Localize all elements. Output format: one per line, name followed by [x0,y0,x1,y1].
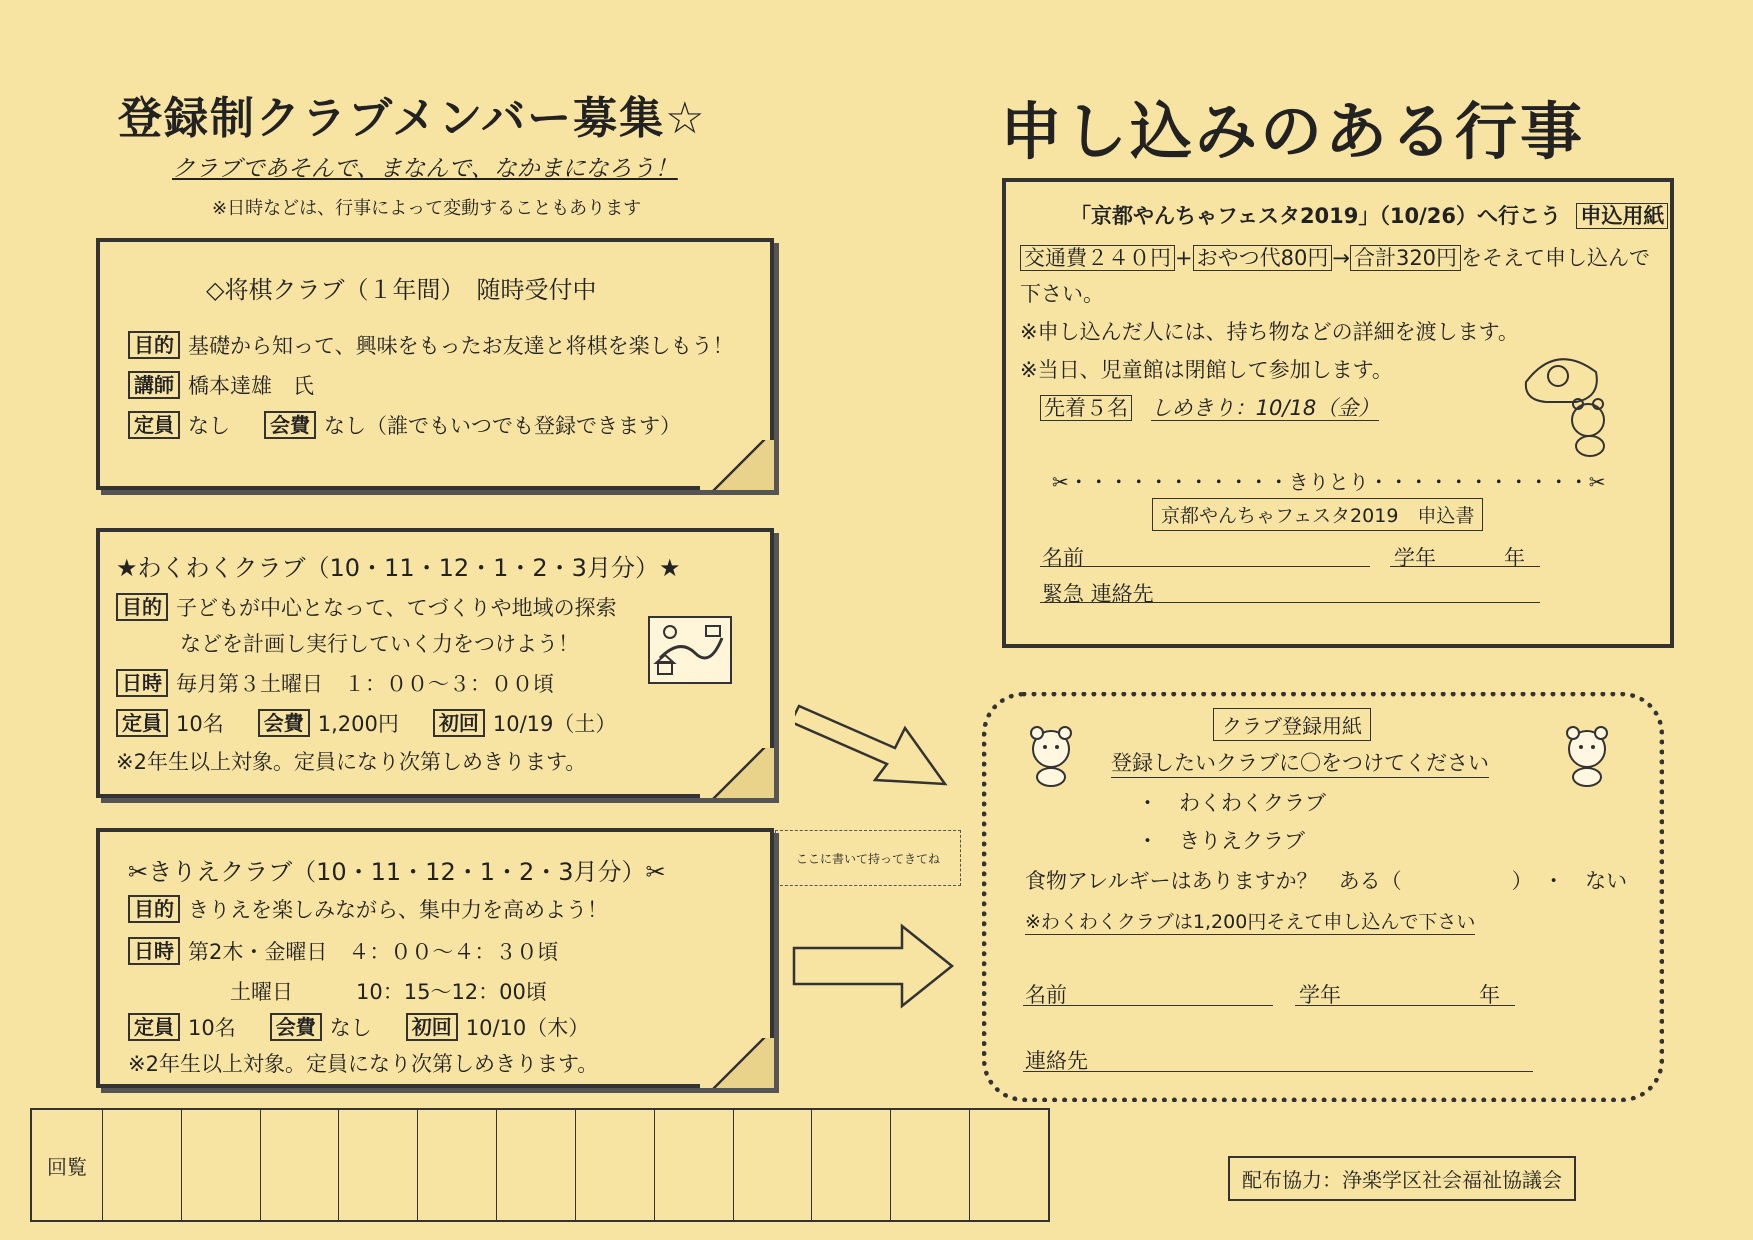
circulation-table [30,1108,1050,1222]
circulation-cell [576,1110,655,1220]
bear-icon [1547,709,1627,789]
festa-grade-field[interactable] [1390,566,1540,567]
kirie-club-title: ✂きりえクラブ（10・11・12・1・2・3月分）✂ [128,858,666,886]
bring-note-box [775,830,961,886]
bring-note: ここに書いて持ってきてね [795,851,940,866]
kirie-capacity-row [128,1012,589,1042]
kirie-note-row [128,1048,598,1078]
purpose-tag: 目的 [128,331,180,359]
teacher-tag: 講師 [128,371,180,399]
festa-form-title: 京都やんちゃフェスタ2019 申込書 [1152,498,1483,531]
bear-mushroom-illustration-icon [1516,342,1626,462]
purpose-tag: 目的 [128,895,180,923]
festa-deadline-row [1040,392,1379,422]
register-instruction: 登録したいクラブに〇をつけてください [1111,747,1489,778]
circulation-cell [182,1110,261,1220]
register-option-wakuwaku[interactable]: ・ わくわくクラブ [1137,791,1326,815]
capacity-tag: 定員 [128,1013,180,1041]
transport-fee: 交通費２４０円 [1020,245,1175,271]
festa-contact-label: 緊急 連絡先 [1042,582,1154,606]
wakuwaku-note: ※2年生以上対象。定員になり次第しめきります。 [116,750,587,774]
allergy-close: ） ・ ない [1511,869,1628,893]
page-curl [700,748,774,798]
page-curl [700,440,774,490]
first-session-tag: 初回 [406,1013,458,1041]
snack-fee: おやつ代80円 [1193,245,1333,271]
register-option-kirie[interactable]: ・ きりえクラブ [1137,829,1305,853]
register-contact-label: 連絡先 [1025,1049,1088,1073]
shogi-club-title: ◇将棋クラブ（１年間） 随時受付中 [206,276,597,304]
shogi-teacher: 橋本達雄 氏 [188,374,314,398]
festa-fee-row [1020,242,1650,272]
schedule-note: ※日時などは、行事によって変動することもあります [212,198,642,219]
kirie-capacity: 10名 [188,1016,236,1040]
shogi-capacity: なし [188,414,230,438]
wakuwaku-date: 毎月第３土曜日 １：００～３：００頃 [176,672,554,696]
register-name-field[interactable] [1023,1005,1273,1006]
arrow-right-icon [795,672,955,792]
wakuwaku-fee: 1,200円 [317,712,399,736]
kirie-note: ※2年生以上対象。定員になり次第しめきります。 [128,1052,599,1076]
shogi-fee: なし（誰でもいつでも登録できます） [324,414,681,438]
festa-name-label: 名前 [1042,546,1084,570]
wakuwaku-date-row [116,668,554,698]
wakuwaku-note-row [116,746,586,776]
circulation-cell [734,1110,813,1220]
register-contact-field[interactable] [1023,1071,1533,1072]
kirie-date-row [128,936,558,966]
kirie-date-row-2 [230,976,547,1006]
register-grade-field[interactable] [1295,1005,1515,1006]
shogi-purpose-row [128,330,734,360]
kirie-first-session: 10/10（木） [465,1016,590,1040]
club-heading: 登録制クラブメンバー募集☆ [118,93,707,144]
allergy-question-row [1025,865,1627,895]
map-icon [648,616,732,684]
circulation-cell [339,1110,418,1220]
wakuwaku-purpose-2: などを計画し実行していく力をつけよう！ [180,632,579,656]
circulation-cell [891,1110,970,1220]
kirie-fee: なし [329,1016,372,1040]
festa-note-1: ※申し込んだ人には、持ち物などの詳細を渡します。 [1020,320,1519,344]
circulation-cell [497,1110,576,1220]
festa-contact-field[interactable] [1040,602,1540,603]
wakuwaku-club-title: ★わくわくクラブ（10・11・12・1・2・3月分）★ [116,554,681,582]
capacity-tag: 定員 [116,709,168,737]
kirie-date-1: 第2木・金曜日 ４：００～４：３０頃 [188,940,559,964]
register-grade-unit: 年 [1479,983,1500,1007]
purpose-tag: 目的 [116,593,168,621]
events-heading: 申し込みのある行事 [1000,95,1586,168]
club-registration-form [982,692,1664,1102]
circulation-cell [261,1110,340,1220]
date-tag: 日時 [128,937,180,965]
circulation-cell [418,1110,497,1220]
kirie-club-card [96,828,774,1088]
shogi-club-card [96,238,774,490]
date-tag: 日時 [116,669,168,697]
arrow-right-icon [790,922,960,1012]
plus-sign: + [1175,246,1193,270]
circulation-cell [970,1110,1048,1220]
arrow-sign: → [1332,246,1350,270]
festa-deadline: しめきり：10/18（金） [1150,396,1380,420]
kirie-purpose: きりえを楽しみながら、集中力を高めよう！ [188,898,608,922]
club-slogan: クラブであそんで、まなんで、なかまになろう！ [172,156,678,182]
form-tag: 申込用紙 [1576,203,1668,229]
fee-tag: 会費 [264,411,316,439]
circulation-cell [812,1110,891,1220]
circulation-cell [655,1110,734,1220]
fee-tail: をそえて申し込んで [1461,246,1651,270]
shogi-teacher-row [128,370,314,400]
festa-grade-unit: 年 [1504,546,1525,570]
festa-name-field[interactable] [1040,566,1370,567]
register-grade-label: 学年 [1299,983,1341,1007]
shogi-purpose: 基礎から知って、興味をもったお友達と将棋を楽しもう！ [188,334,734,358]
festa-note-2: ※当日、児童館は閉館して参加します。 [1020,358,1393,382]
shogi-capacity-row [128,410,681,440]
festa-fee-row-2 [1020,278,1104,308]
page-curl [700,1038,774,1088]
wakuwaku-purpose-row-2 [180,628,579,658]
wakuwaku-capacity-row [116,708,616,738]
bear-icon [1011,709,1091,789]
total-fee: 合計320円 [1350,245,1461,271]
fee-tail-2: 下さい。 [1020,282,1104,306]
register-name-label: 名前 [1025,983,1067,1007]
wakuwaku-first-session: 10/19（土） [492,712,617,736]
wakuwaku-purpose-row [116,592,617,622]
circulation-label: 回覧 [32,1110,103,1220]
wakuwaku-capacity: 10名 [176,712,224,736]
kirie-date-2: 土曜日 10：15～12：00頃 [230,980,547,1004]
distribution-credit: 配布協力：浄楽学区社会福祉協議会 [1228,1156,1576,1201]
circulation-cell [103,1110,182,1220]
wakuwaku-purpose-1: 子どもが中心となって、てづくりや地域の探索 [176,596,617,620]
cut-line: ✂・・・・・・・・・・・きりとり・・・・・・・・・・・✂ [1052,470,1606,494]
first-session-tag: 初回 [433,709,485,737]
kirie-purpose-row [128,894,608,924]
allergy-question: 食物アレルギーはありますか？ ある（ [1025,869,1402,893]
register-title: クラブ登録用紙 [1213,708,1371,741]
festa-title: 「京都やんちゃフェスタ2019」（10/26）へ行こう [1070,204,1562,228]
fee-tag: 会費 [258,709,310,737]
fee-tag: 会費 [270,1013,322,1041]
festa-title-row [1070,200,1668,230]
capacity-tag: 定員 [128,411,180,439]
register-fee-note: ※わくわくクラブは1,200円そえて申し込んで下さい [1025,907,1475,935]
first-come-tag: 先着５名 [1040,395,1132,421]
festa-grade-label: 学年 [1394,546,1436,570]
